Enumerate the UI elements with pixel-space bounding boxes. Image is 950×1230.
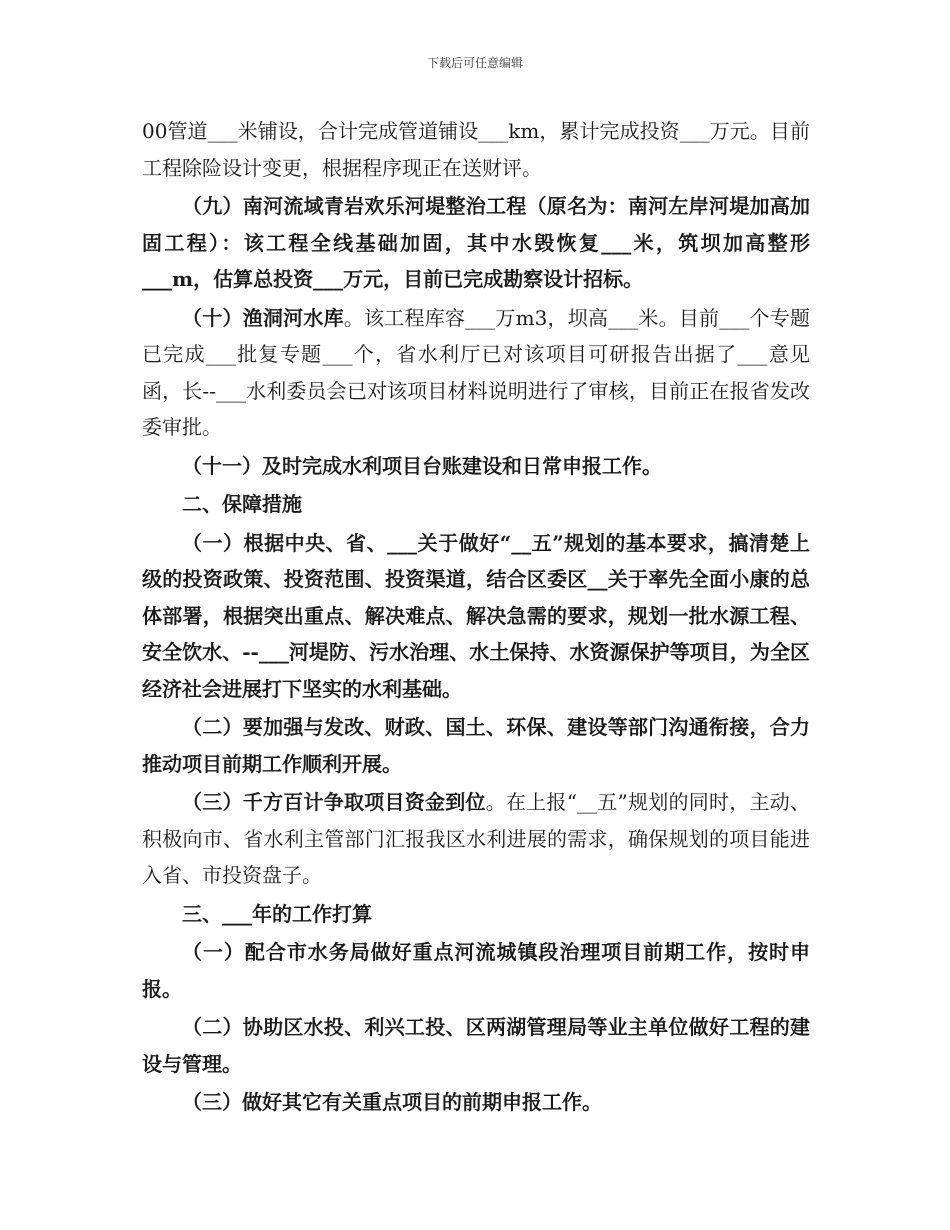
paragraph: （二）要加强与发改、财政、国土、环保、建设等部门沟通衔接，合力推动项目前期工作顺利开展。	[142, 715, 810, 776]
paragraph: （三）做好其它有关重点项目的前期申报工作。	[182, 1090, 602, 1114]
page-header: 下载后可任意编辑	[426, 56, 523, 70]
paragraph: （一）配合市水务局做好重点河流城镇段治理项目前期工作，按时申报。	[142, 940, 810, 1001]
paragraph: （一）根据中央、省、___关于做好“__五”规划的基本要求，搞清楚上级的投资政策、投资范围、投资渠道，结合区委区__关于率先全面小康的总体部署，根据突出重点、解决难点、解决急需的要求，规划一批水源工程、安全饮水、--___河堤防、污水治理、水土保持、水资源保护等项目，为全区经济社会进展打下坚实的水利基础。	[142, 530, 810, 701]
paragraph: （二）协助区水投、利兴工投、区两湖管理局等业主单位做好工程的建设与管理。	[142, 1015, 810, 1076]
paragraph: 00管道___米铺设，合计完成管道铺设___km，累计完成投资___万元。目前工程除险设计变更，根据程序现正在送财评。	[142, 119, 810, 180]
paragraph: （三）千方百计争取项目资金到位。在上报“__五”规划的同时，主动、积极向市、省水利主管部门汇报我区水利进展的需求，确保规划的项目能进入省、市投资盘子。	[142, 790, 811, 887]
document-body	[142, 113, 810, 1121]
paragraph: （十）渔洞河水库。该工程库容___万m3，坝高___米。目前___个专题已完成___批复专题___个，省水利厅已对该项目可研报告出据了___意见函，长--___水利委员会已对该项目材料说明进行了审核，目前正在报省发改委审批。	[142, 305, 810, 439]
paragraph: （十一）及时完成水利项目台账建设和日常申报工作。	[182, 453, 662, 478]
section-heading: 二、保障措施	[182, 492, 302, 516]
paragraph: （九）南河流域青岩欢乐河堤整治工程（原名为：南河左岸河堤加高加固工程）：该工程全线基础加固，其中水毁恢复___米，筑坝加高整形___m，估算总投资___万元，目前已完成勘察设计招标。	[142, 194, 810, 291]
section-heading: 三、___年的工作打算	[182, 901, 372, 926]
